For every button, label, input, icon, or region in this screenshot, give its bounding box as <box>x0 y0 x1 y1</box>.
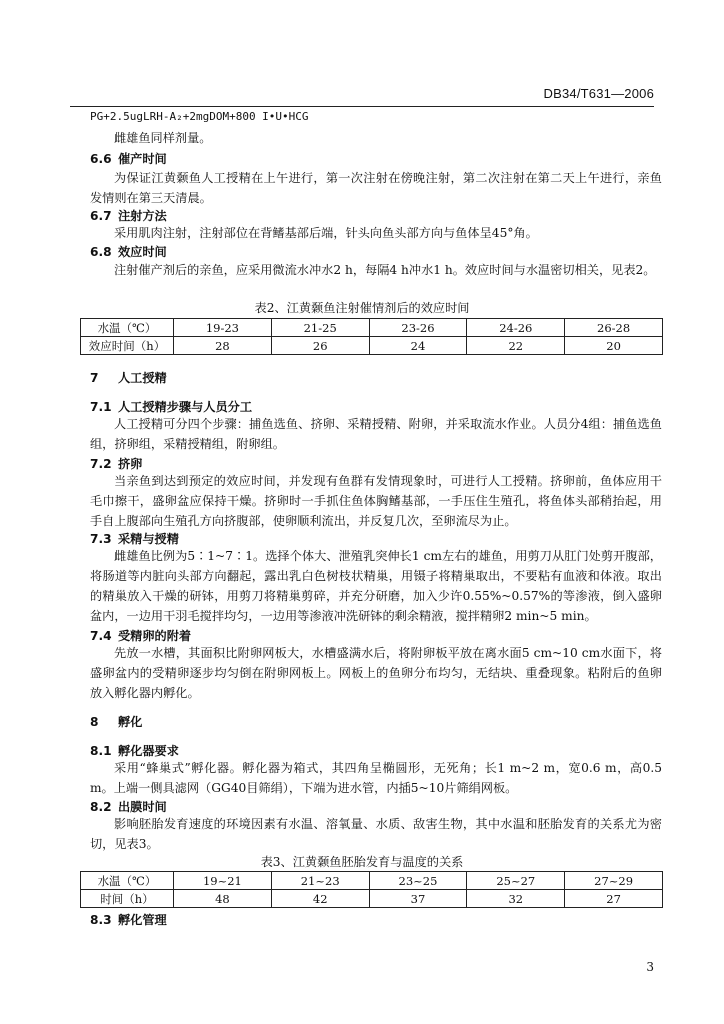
section-7-1-heading <box>90 398 252 415</box>
chapter-8-heading <box>90 713 142 730</box>
section-7-4-heading <box>90 627 191 644</box>
s6-5-tail-text: 雌雄鱼同样剂量。 <box>114 131 212 145</box>
section-title: 采精与授精 <box>118 532 179 546</box>
section-8-1-body <box>90 758 662 798</box>
section-title: 人工授精步骤与人员分工 <box>118 400 253 414</box>
dosage-formula: PG+2.5ugLRH-A₂+2mgDOM+800 I•U•HCG <box>90 110 309 123</box>
section-number: 7 <box>90 371 99 385</box>
table2-caption: 表2、江黄颡鱼注射催情剂后的效应时间 <box>254 301 470 315</box>
table-cell: 水温（℃） <box>81 319 174 337</box>
table2 <box>80 318 663 355</box>
chapter-7-heading <box>90 369 167 386</box>
section-7-2-heading <box>90 455 142 472</box>
section-title: 孵化 <box>118 715 143 729</box>
section-text: 采用肌肉注射，注射部位在背鳍基部后端，针头向鱼头部方向与鱼体呈45°角。 <box>114 226 538 240</box>
section-6-7-heading <box>90 207 167 224</box>
section-6-8-body <box>90 260 662 280</box>
table-cell: 23-26 <box>369 319 467 337</box>
section-title: 孵化管理 <box>118 913 167 927</box>
table3 <box>80 871 663 908</box>
section-title: 出膜时间 <box>118 800 167 814</box>
section-number: 8.1 <box>90 744 112 758</box>
table-cell: 22 <box>467 337 565 355</box>
section-title: 注射方法 <box>118 209 167 223</box>
table-cell: 23~25 <box>369 872 467 890</box>
table-cell: 效应时间（h） <box>81 337 174 355</box>
section-number: 7.2 <box>90 457 112 471</box>
table-cell: 48 <box>174 890 272 908</box>
table-cell: 25~27 <box>467 872 565 890</box>
section-number: 8.2 <box>90 800 112 814</box>
section-8-2-heading <box>90 798 167 815</box>
section-title: 挤卵 <box>118 457 143 471</box>
section-text: 采用“蜂巢式”孵化器。孵化器为箱式，其四角呈椭圆形，无死角；长1 m~2 m，宽0.6 m，高0.5 m。上端一侧具滤网（GG40目筛绢），下端为进水管，内插5~10片筛绢网板。 <box>90 761 662 795</box>
table-row <box>81 890 663 908</box>
table-cell: 时间（h） <box>81 890 174 908</box>
section-7-1-body <box>90 414 662 454</box>
table-header-row <box>81 872 663 890</box>
table-cell: 32 <box>467 890 565 908</box>
table-cell: 27~29 <box>565 872 663 890</box>
section-6-7-body <box>90 223 662 243</box>
table-cell: 水温（℃） <box>81 872 174 890</box>
table-cell: 19-23 <box>174 319 272 337</box>
table-header-row <box>81 319 663 337</box>
table-cell: 42 <box>271 890 369 908</box>
section-number: 7.1 <box>90 400 112 414</box>
table3-caption: 表3、江黄颡鱼胚胎发育与温度的关系 <box>260 855 464 869</box>
section-text: 为保证江黄颡鱼人工授精在上午进行，第一次注射在傍晚注射，第二次注射在第二天上午进行，亲鱼发情则在第三天清晨。 <box>90 171 662 205</box>
section-number: 8.3 <box>90 913 112 927</box>
section-7-3-heading <box>90 530 179 547</box>
section-8-2-body <box>90 814 662 854</box>
section-number: 7.4 <box>90 629 112 643</box>
section-text: 雌雄鱼比例为5∶1~7∶1。选择个体大、泄殖乳突伸长1 cm左右的雄鱼，用剪刀从肛门处剪开腹部，将肠道等内脏向头部方向翻起，露出乳白色树枝状精巢，用镊子将精巢取出，不要粘有血液和体液。取出的精巢放入干燥的研钵，用剪刀将精巢剪碎，并充分研磨，加入少许0.55%~0.57%的等渗液，倒入盛卵盆内，一边用干羽毛搅拌均匀，一边用等渗液冲洗研钵的剩余精液，搅拌精卵2 min~5 min。 <box>90 549 662 623</box>
section-title: 孵化器要求 <box>118 744 179 758</box>
table-cell: 19~21 <box>174 872 272 890</box>
s6-5-tail-block <box>90 128 662 148</box>
table-cell: 24-26 <box>467 319 565 337</box>
section-title: 人工授精 <box>118 371 167 385</box>
section-number: 6.6 <box>90 152 112 166</box>
section-text: 先放一水槽，其面积比附卵网板大，水槽盛满水后，将附卵板平放在离水面5 cm~10 cm水面下，将盛卵盆内的受精卵逐步均匀倒在附卵网板上。网板上的鱼卵分布均匀，无结块、重叠现象。粘附后的鱼卵放入孵化器内孵化。 <box>90 646 662 700</box>
section-7-3-body <box>90 546 662 626</box>
section-6-8-heading <box>90 243 167 260</box>
section-7-4-body <box>90 643 662 703</box>
section-number: 6.8 <box>90 245 112 259</box>
section-title: 催产时间 <box>118 152 167 166</box>
table-cell: 37 <box>369 890 467 908</box>
section-6-6-body <box>90 168 662 208</box>
section-text: 人工授精可分四个步骤：捕鱼选鱼、挤卵、采精授精、附卵，并采取流水作业。人员分4组：捕鱼选鱼组，挤卵组，采精授精组，附卵组。 <box>90 417 662 451</box>
page-number: 3 <box>646 960 654 974</box>
table-cell: 28 <box>174 337 272 355</box>
table-cell: 27 <box>565 890 663 908</box>
section-title: 受精卵的附着 <box>118 629 192 643</box>
standard-number: DB34/T631—2006 <box>543 86 654 101</box>
section-8-1-heading <box>90 742 179 759</box>
table-cell: 21-25 <box>271 319 369 337</box>
table-cell: 20 <box>565 337 663 355</box>
section-8-3-heading <box>90 911 167 928</box>
section-number: 8 <box>90 715 99 729</box>
table-cell: 26-28 <box>565 319 663 337</box>
table-cell: 26 <box>271 337 369 355</box>
header-rule <box>70 106 654 107</box>
section-number: 7.3 <box>90 532 112 546</box>
section-text: 注射催产剂后的亲鱼，应采用微流水冲水2 h，每隔4 h冲水1 h。效应时间与水温密切相关，见表2。 <box>114 263 656 277</box>
section-title: 效应时间 <box>118 245 167 259</box>
table-cell: 24 <box>369 337 467 355</box>
section-text: 当亲鱼到达到预定的效应时间，并发现有鱼群有发情现象时，可进行人工授精。挤卵前，鱼体应用干毛巾擦干，盛卵盆应保持干燥。挤卵时一手抓住鱼体胸鳍基部，一手压住生殖孔，将鱼体头部稍抬起，用手自上腹部向生殖孔方向挤腹部，使卵顺利流出，并反复几次，至卵流尽为止。 <box>90 474 662 528</box>
section-number: 6.7 <box>90 209 112 223</box>
section-6-6-heading <box>90 150 167 167</box>
section-7-2-body <box>90 471 662 531</box>
table-row <box>81 337 663 355</box>
table-cell: 21~23 <box>271 872 369 890</box>
section-text: 影响胚胎发育速度的环境因素有水温、溶氧量、水质、敌害生物，其中水温和胚胎发育的关系尤为密切，见表3。 <box>90 817 662 851</box>
